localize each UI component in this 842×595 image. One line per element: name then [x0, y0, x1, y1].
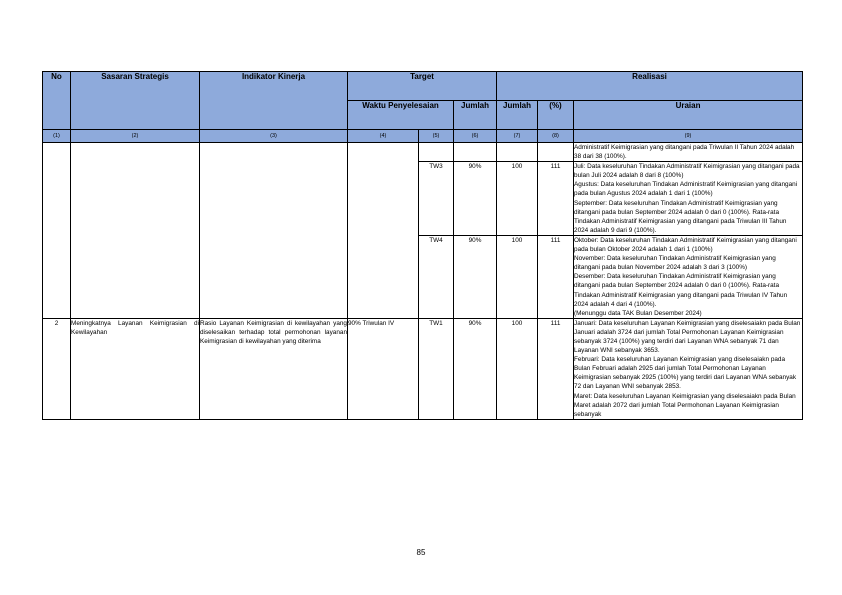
column-number: (2): [71, 130, 200, 143]
target-jumlah-cell: 90%: [454, 318, 497, 419]
uraian-text: Januari: Data keseluruhan Layanan Keimigrasian yang diselesaiakn pada Bulan Januari adalah 3724 dari jumlah Total Permohonan Layanan Keimigrasian sebanyak 3724 (100%) yang terdiri dari Layanan WNA sebanyak 71 dan Layanan WNI sebanyak 3653.: [574, 319, 801, 355]
realisasi-jumlah-cell: 100: [497, 318, 538, 419]
table-row: [43, 143, 803, 162]
header-realisasi-jumlah: Jumlah: [497, 101, 538, 130]
uraian-text: Maret: Data keseluruhan Layanan Keimigrasian yang diselesaiakn pada Bulan Maret adalah 2072 dari jumlah Total Permohonan Layanan Keimigrasian sebanyak: [574, 392, 796, 418]
uraian-cell: [574, 318, 803, 419]
sasaran-cell: Meningkatnya Layanan Keimigrasian di Kewilayahan: [71, 318, 200, 419]
column-number: (3): [200, 130, 348, 143]
column-number: (7): [497, 130, 538, 143]
uraian-text: Desember: Data keseluruhan Tindakan Administratif Keimigrasian yang ditangani pada bulan September 2024 adalah 0 dari 0 (100%). Rata-rata Tindakan Administratif Keimigrasian yang ditangani pada Triwulan IV Tahun 2024 adalah 4 dari 4 (100%).: [574, 273, 788, 308]
uraian-text: Februari: Data keseluruhan Layanan Keimigrasian yang diselesaiakn pada Bulan Februari adalah 2925 dari jumlah Total Permohonan Layanan Keimigrasian sebanyak 2925 (100%) yang terdiri dari Layanan WNA sebanyak 72 dan Layanan WNI sebanyak 2853.: [574, 356, 797, 391]
uraian-text: Oktober: Data keseluruhan Tindakan Administratif Keimigrasian yang ditangani pada bulan Oktober 2024 adalah 1 dari 1 (100%): [574, 236, 797, 254]
waktu-cell: 90% Triwulan IV: [348, 318, 419, 419]
indikator-cell: [200, 143, 348, 319]
column-number: (6): [454, 130, 497, 143]
column-number: (9): [574, 130, 803, 143]
performance-table: [42, 71, 803, 420]
persen-cell: [538, 143, 574, 162]
header-realisasi: Realisasi: [497, 72, 803, 101]
target-jumlah-cell: 90%: [454, 162, 497, 236]
target-jumlah-cell: 90%: [454, 235, 497, 318]
column-number-row: [43, 130, 803, 143]
column-number: (4): [348, 130, 419, 143]
uraian-cell: [574, 235, 803, 318]
column-number: (5): [419, 130, 454, 143]
column-number: (1): [43, 130, 71, 143]
realisasi-jumlah-cell: [497, 143, 538, 162]
uraian-text: September: Data keseluruhan Tindakan Administratif Keimigrasian yang ditangani pada bulan September 2024 adalah 0 dari 0 (100%). Rata-rata Tindakan Administratif Keimigrasian yang ditangani pada Triwulan III Tahun 2024 adalah 9 dari 9 (100%).: [574, 199, 787, 234]
header-target: Target: [348, 72, 497, 101]
uraian-cell: [574, 162, 803, 236]
uraian-text: Juli: Data keseluruhan Tindakan Administratif Keimigrasian yang ditangani pada bulan Juli 2024 adalah 8 dari 8 (100%): [574, 163, 800, 180]
uraian-text: Administratif Keimigrasian yang ditangani pada Triwulan II Tahun 2024 adalah 38 dari 38 (100%).: [574, 144, 795, 161]
sasaran-cell: [71, 143, 200, 319]
table-row: [43, 318, 803, 419]
periode-cell: TW4: [419, 235, 454, 318]
target-jumlah-cell: [454, 143, 497, 162]
uraian-cell: [574, 143, 803, 162]
persen-cell: 111: [538, 235, 574, 318]
header-persen: (%): [538, 101, 574, 130]
periode-cell: [419, 143, 454, 162]
realisasi-jumlah-cell: 100: [497, 162, 538, 236]
header-target-jumlah: Jumlah: [454, 101, 497, 130]
uraian-text: November: Data keseluruhan Tindakan Administratif Keimigrasian yang ditangani pada bulan November 2024 adalah 3 dari 3 (100%): [574, 255, 776, 272]
header-waktu-penyelesaian: Waktu Penyelesaian: [348, 101, 454, 130]
header-no: No: [43, 72, 71, 130]
periode-cell: TW1: [419, 318, 454, 419]
uraian-text: Agustus: Data keseluruhan Tindakan Administratif Keimigrasian yang ditangani pada bulan Agustus 2024 adalah 1 dari 1 (100%): [574, 181, 798, 198]
persen-cell: 111: [538, 162, 574, 236]
uraian-text: (Menunggu data TAK Bulan Desember 2024): [574, 309, 702, 317]
waktu-cell: [348, 143, 419, 319]
column-number: (8): [538, 130, 574, 143]
indikator-cell: Rasio Layanan Keimigrasian di kewilayahan yang diselesaikan terhadap total permohonan layanan Keimigrasian di kewilayahan yang diterima: [200, 318, 348, 419]
no-cell: [43, 143, 71, 319]
header-sasaran-strategis: Sasaran Strategis: [71, 72, 200, 130]
header-indikator-kinerja: Indikator Kinerja: [200, 72, 348, 130]
realisasi-jumlah-cell: 100: [497, 235, 538, 318]
periode-cell: TW3: [419, 162, 454, 236]
no-cell: 2: [43, 318, 71, 419]
page-number: 85: [416, 548, 426, 557]
persen-cell: 111: [538, 318, 574, 419]
header-uraian: Uraian: [574, 101, 803, 130]
